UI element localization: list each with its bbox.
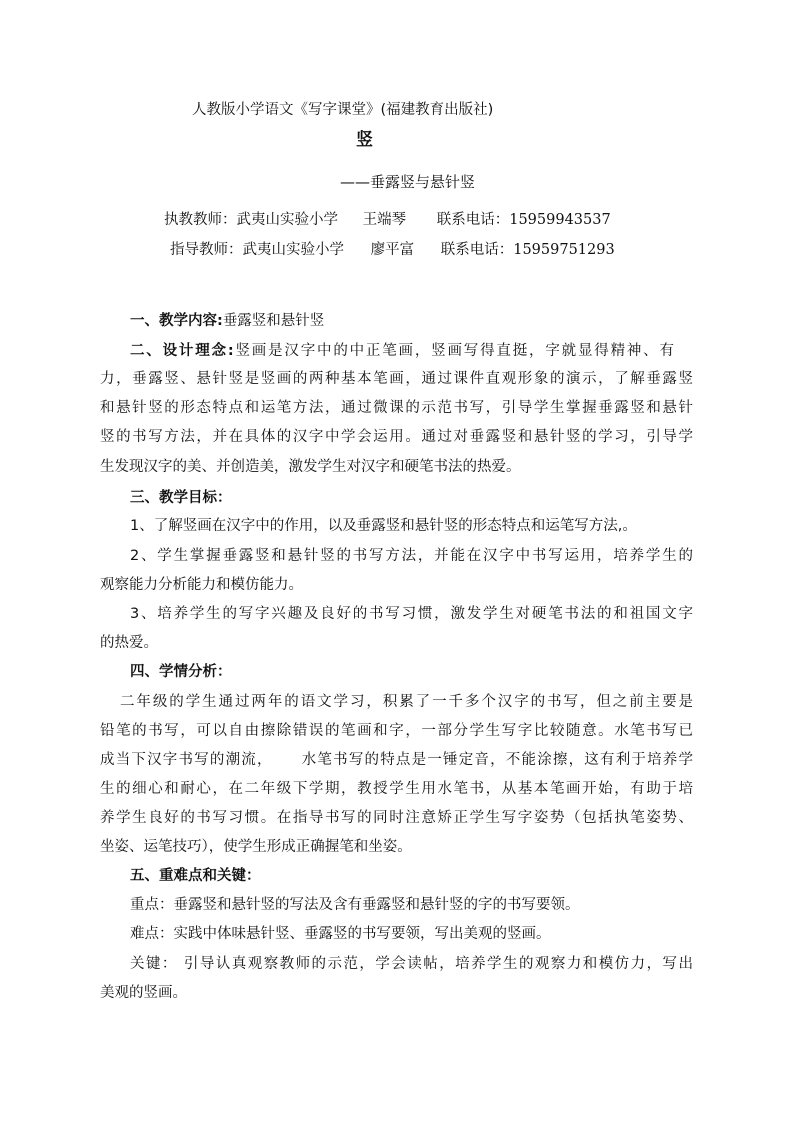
advisor-name: 廖平富 <box>370 242 415 258</box>
page-title: 竖 <box>356 130 373 150</box>
objective-item: 观察能力分析能力和模仿能力。 <box>100 577 303 593</box>
section-2-line: 和悬针竖的形态特点和运笔方法，通过微课的示范书写，引导学生掌握垂露竖和悬针 <box>100 400 693 416</box>
lesson-subtitle: ——垂露竖与悬针竖 <box>340 173 476 191</box>
teacher-phone: 15959943537 <box>509 212 611 228</box>
section-2-heading: 二、设计理念: <box>130 343 234 359</box>
teacher-school: 武夷山实验小学 <box>236 212 338 228</box>
teacher-name: 王端琴 <box>362 212 407 228</box>
section-2-line: 竖画是汉字中的中正笔画，竖画写得直挺，字就显得精神、有 <box>233 343 674 359</box>
advisor-phone: 15959751293 <box>513 242 615 258</box>
objective-item: 3、培养学生的写字兴趣及良好的书写习惯，激发学生对硬笔书法的和祖国文字 <box>130 606 693 622</box>
key-factor: 关键： 引导认真观察教师的示范，学会读帖，培养学生的观察力和模仿力，写出 <box>130 956 693 972</box>
key-point: 重点：垂露竖和悬针竖的写法及含有垂露竖和悬针竖的字的书写要领。 <box>130 897 580 913</box>
section-4-line: 坐姿、运笔技巧），使学生形成正确握笔和坐姿。 <box>100 839 412 855</box>
section-2-first-line <box>130 341 674 361</box>
publisher-subtitle: 人教版小学语文《写字课堂》(福建教育出版社) <box>192 102 494 118</box>
section-3-heading: 三、教学目标： <box>130 490 232 506</box>
teacher-phone-label: 联系电话： <box>436 212 510 228</box>
section-1-text: 垂露竖和悬针竖 <box>222 313 325 329</box>
section-5-heading: 五、重难点和关键： <box>130 868 261 884</box>
objective-item: 2、学生掌握垂露竖和悬针竖的书写方法，并能在汉字中书写运用，培养学生的 <box>130 548 693 564</box>
objective-item: 1、了解竖画在汉字中的作用，以及垂露竖和悬针竖的形态特点和运笔写方法,。 <box>130 518 637 534</box>
section-4-line: 生的细心和耐心，在二年级下学期，教授学生用水笔书，从基本笔画开始，有助于培 <box>100 781 693 797</box>
section-4-line: 铅笔的书写，可以自由擦除错误的笔画和字，一部分学生写字比较随意。水笔书写已 <box>100 723 693 739</box>
section-4-line: 养学生良好的书写习惯。在指导书写的同时注意矫正学生写字姿势（包括执笔姿势、 <box>100 810 693 826</box>
section-1 <box>130 311 324 331</box>
advisor-info <box>170 240 615 260</box>
objective-item: 的热爱。 <box>100 635 158 651</box>
section-4-line: 二年级的学生通过两年的语文学习，积累了一千多个汉字的书写，但之前主要是 <box>120 694 693 710</box>
teacher-label: 执教教师： <box>164 212 237 228</box>
section-2-line: 力，垂露竖、悬针竖是竖画的两种基本笔画，通过课件直观形象的演示，了解垂露竖 <box>100 371 693 387</box>
section-4-heading: 四、学情分析： <box>130 664 232 680</box>
section-1-heading: 一、教学内容: <box>130 313 223 329</box>
key-factor-continued: 美观的竖画。 <box>100 985 187 1001</box>
advisor-label: 指导教师： <box>170 242 243 258</box>
section-2-line: 竖的书写方法，并在具体的汉字中学会运用。通过对垂露竖和悬针竖的学习，引导学 <box>100 429 693 445</box>
section-2-line: 生发现汉字的美、并创造美，激发学生对汉字和硬笔书法的热爱。 <box>100 459 521 475</box>
teacher-info <box>164 210 611 230</box>
advisor-phone-label: 联系电话： <box>440 242 514 258</box>
advisor-school: 武夷山实验小学 <box>242 242 344 258</box>
difficult-point: 难点：实践中体味悬针竖、垂露竖的书写要领，写出美观的竖画。 <box>130 926 551 942</box>
section-4-line: 成当下汉字书写的潮流， 水笔书写的特点是一锤定音，不能涂擦，这有利于培养学 <box>100 752 693 768</box>
